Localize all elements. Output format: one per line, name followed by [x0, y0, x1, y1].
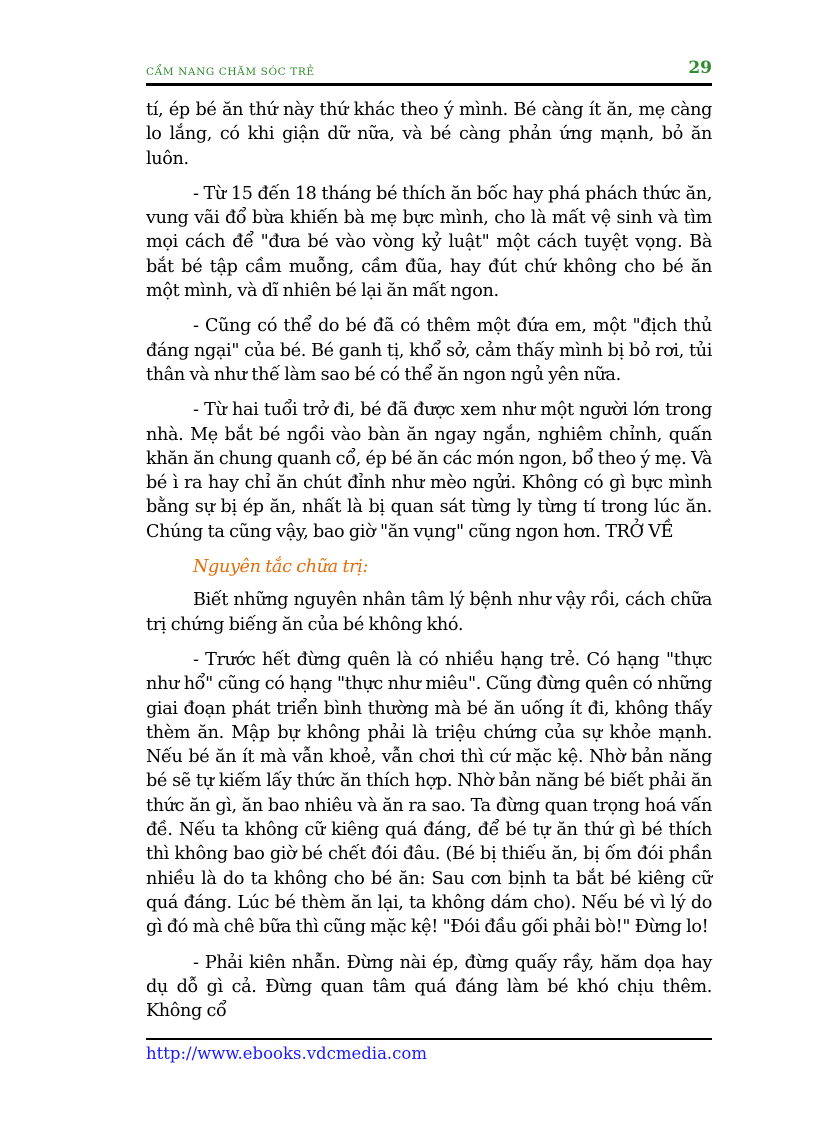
- paragraph-two-years: - Từ hai tuổi trở đi, bé đã được xem như một người lớn trong nhà. Mẹ bắt bé ngồi vào bàn ăn ngay ngắn, nghiêm chỉnh, quấn khăn ăn chung quanh cổ, ép bé ăn các món ngon, bổ theo ý mẹ. Và bé ì ra hay chỉ ăn chút đỉnh như mèo ngửi. Không có gì bực mình bằng sự bị ép ăn, nhất là bị quan sát từng ly từng tí trong lúc ăn. Chúng ta cũng vậy, bao giờ "ăn vụng" cũng ngon hơn. TRỞ VỀ: [146, 400, 712, 542]
- paragraph-sibling: - Cũng có thể do bé đã có thêm một đứa em, một "địch thủ đáng ngại" của bé. Bé ganh tị, khổ sở, cảm thấy mình bị bỏ rơi, tủi thân và như thế làm sao bé có thể ăn ngon ngủ yên nữa.: [146, 316, 712, 385]
- section-heading: Nguyên tắc chữa trị:: [193, 557, 369, 578]
- paragraph-first-rule: - Trước hết đừng quên là có nhiều hạng trẻ. Có hạng "thực như hổ" cũng có hạng "thực như miêu". Cũng đừng quên có những giai đoạn phát triển bình thường mà bé ăn uống ít đi, không thấy thèm ăn. Mập bự không phải là triệu chứng của sự khỏe mạnh. Nếu bé ăn ít mà vẫn khoẻ, vẫn chơi thì cứ mặc kệ. Nhờ bản năng bé sẽ tự kiếm lấy thức ăn thích hợp. Nhờ bản năng bé biết phải ăn thức ăn gì, ăn bao nhiêu và ăn ra sao. Ta đừng quan trọng hoá vấn đề. Nếu ta không cữ kiêng quá đáng, để bé tự ăn thứ gì bé thích thì không bao giờ bé chết đói đâu. (Bé bị thiếu ăn, bị ốm đói phần nhiều là do ta không cho bé ăn: Sau cơn bịnh ta bắt bé kiêng cữ quá đáng. Lúc bé thèm ăn lại, ta không dám cho). Nếu bé vì lý do gì đó mà chê bữa thì cũng mặc kệ! "Đói đầu gối phải bò!" Đừng lo!: [146, 649, 712, 938]
- footer-divider: [146, 1038, 712, 1040]
- page-body: [146, 98, 712, 1034]
- footer-link[interactable]: http://www.ebooks.vdcmedia.com: [146, 1044, 427, 1063]
- book-title: CẨM NANG CHĂM SÓC TRẺ: [146, 66, 315, 78]
- paragraph-patience: - Phải kiên nhẫn. Đừng nài ép, đừng quấy rầy, hăm dọa hay dụ dỗ gì cả. Đừng quan tâm quá đáng làm bé khó chịu thêm. Không cổ: [146, 952, 712, 1022]
- paragraph-intro-treatment: Biết những nguyên nhân tâm lý bệnh như vậy rồi, cách chữa trị chứng biếng ăn của bé không khó.: [146, 590, 712, 635]
- header-divider: [146, 83, 712, 86]
- paragraph-continuation: tí, ép bé ăn thứ này thứ khác theo ý mình. Bé càng ít ăn, mẹ càng lo lắng, có khi giận dữ nữa, và bé càng phản ứng mạnh, bỏ ăn luôn.: [146, 100, 712, 169]
- running-header: [146, 58, 712, 82]
- page-number: 29: [688, 58, 712, 78]
- paragraph-15-18-months: - Từ 15 đến 18 tháng bé thích ăn bốc hay phá phách thức ăn, vung vãi đổ bừa khiến bà mẹ bực mình, cho là mất vệ sinh và tìm mọi cách để "đưa bé vào vòng kỷ luật" một cách tuyệt vọng. Bà bắt bé tập cầm muỗng, cầm đũa, hay đút chứ không cho bé ăn một mình, và dĩ nhiên bé lại ăn mất ngon.: [146, 183, 712, 302]
